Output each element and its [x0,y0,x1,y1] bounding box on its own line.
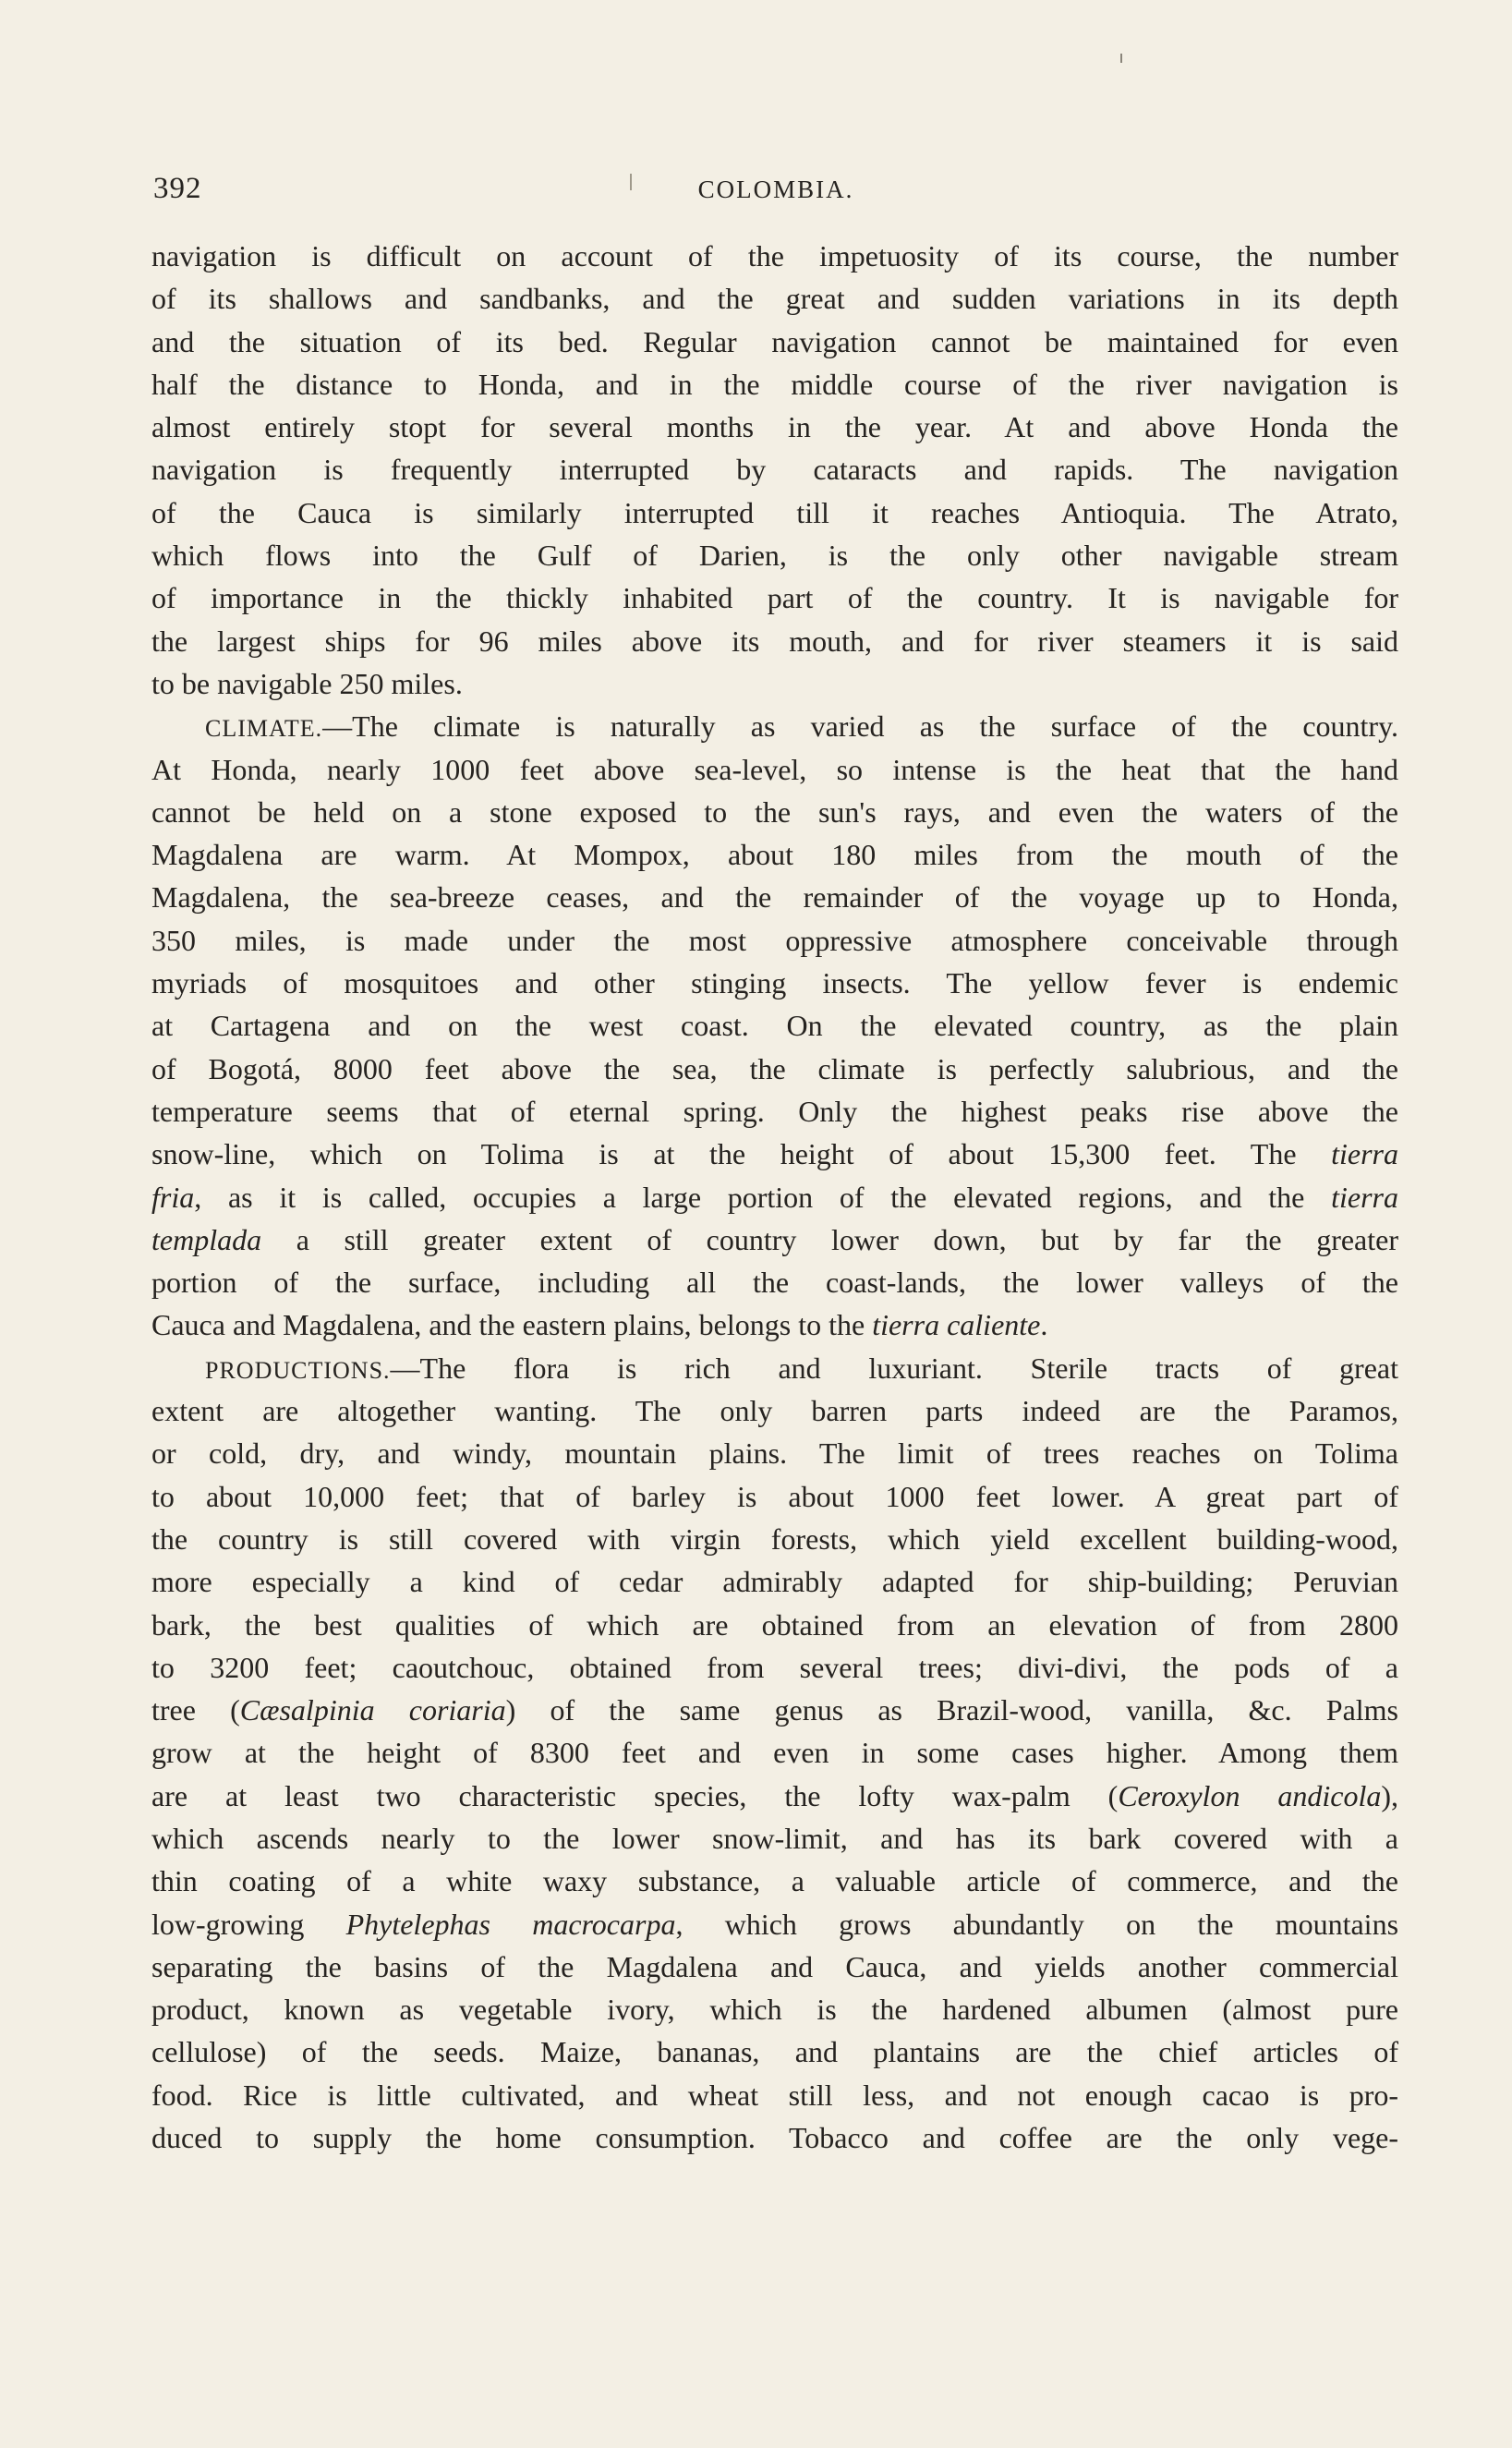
text-line: are at least two characteristic species, the lofty wax-palm (Ceroxylon andicola), [151,1778,1398,1812]
text-line: bark, the best qualities of which are obtained from an elevation of from 2800 [151,1607,1398,1642]
text-line: more especially a kind of cedar admirably adapted for ship-building; Peruvian [151,1565,1398,1599]
text-line: snow-line, which on Tolima is at the height of about 15,300 feet. The tierra [151,1137,1398,1171]
text-line: At Honda, nearly 1000 feet above sea-level, so intense is the heat that the hand [151,752,1398,786]
text-line: low-growing Phytelephas macrocarpa, which grows abundantly on the mountains [151,1907,1398,1941]
text-line: navigation is difficult on account of the impetuosity of its course, the number [151,239,1398,273]
text-line: the country is still covered with virgin forests, which yield excellent building-wood, [151,1521,1398,1556]
text-line: myriads of mosquitoes and other stinging insects. The yellow fever is endemic [151,966,1398,1000]
text-line: fria, as it is called, occupies a large portion of the elevated regions, and the tierra [151,1180,1398,1214]
text-line: Magdalena, the sea-breeze ceases, and the remainder of the voyage up to Honda, [151,880,1398,915]
text-line: product, known as vegetable ivory, which is the hardened albumen (almost pure [151,1993,1398,2027]
text-line: duced to supply the home consumption. Tobacco and coffee are the only vege- [151,2121,1398,2155]
text-line: or cold, dry, and windy, mountain plains. The limit of trees reaches on Tolima [151,1436,1398,1471]
text-line: at Cartagena and on the west coast. On the elevated country, as the plain [151,1009,1398,1043]
text-line: of its shallows and sandbanks, and the great and sudden variations in its depth [151,282,1398,316]
text-line: to 3200 feet; caoutchouc, obtained from several trees; divi-divi, the pods of a [151,1650,1398,1684]
text-line: templada a still greater extent of country lower down, but by far the greater [151,1222,1398,1256]
text-line: navigation is frequently interrupted by cataracts and rapids. The navigation [151,453,1398,487]
running-head: COLOMBIA. [697,176,854,203]
text-line: portion of the surface, including all the coast-lands, the lower valleys of the [151,1266,1398,1300]
text-line: extent are altogether wanting. The only barren parts indeed are the Paramos, [151,1394,1398,1428]
text-line: of the Cauca is similarly interrupted till it reaches Antioquia. The Atrato, [151,495,1398,529]
text-line: half the distance to Honda, and in the middle course of the river navigation is [151,367,1398,401]
text-line: PRODUCTIONS.—The flora is rich and luxuriant. Sterile tracts of great [205,1351,1398,1385]
page-number: 392 [153,172,202,205]
text-line: to be navigable 250 miles. [151,666,463,700]
text-line: cellulose) of the seeds. Maize, bananas, and plantains are the chief articles of [151,2035,1398,2069]
section-heading-productions: PRODUCTIONS. [205,1356,391,1384]
text-line: Magdalena are warm. At Mompox, about 180 miles from the mouth of the [151,838,1398,872]
text-line: temperature seems that of eternal spring. Only the highest peaks rise above the [151,1094,1398,1128]
text-line: thin coating of a white waxy substance, a valuable article of commerce, and the [151,1864,1398,1898]
text-line: separating the basins of the Magdalena and Cauca, and yields another commercial [151,1949,1398,1983]
text-line: Cauca and Magdalena, and the eastern plains, belongs to the tierra caliente. [151,1308,1048,1342]
text-line: almost entirely stopt for several months in the year. At and above Honda the [151,410,1398,444]
text-line: of Bogotá, 8000 feet above the sea, the climate is perfectly salubrious, and the [151,1051,1398,1085]
text-line: which ascends nearly to the lower snow-limit, and has its bark covered with a [151,1821,1398,1855]
body-text [151,235,1398,2159]
text-line: which flows into the Gulf of Darien, is the only other navigable stream [151,539,1398,573]
text-line: to about 10,000 feet; that of barley is about 1000 feet lower. A great part of [151,1479,1398,1513]
text-line: food. Rice is little cultivated, and wheat still less, and not enough cacao is pro- [151,2078,1398,2112]
text-line: CLIMATE.—The climate is naturally as varied as the surface of the country. [205,709,1398,744]
text-line: and the situation of its bed. Regular navigation cannot be maintained for even [151,324,1398,358]
text-line: grow at the height of 8300 feet and even in some cases higher. Among them [151,1736,1398,1770]
text-line: tree (Cæsalpinia coriaria) of the same genus as Brazil-wood, vanilla, &c. Palms [151,1693,1398,1727]
text-line: of importance in the thickly inhabited part of the country. It is navigable for [151,581,1398,615]
section-heading-climate: CLIMATE. [205,715,323,743]
text-line: 350 miles, is made under the most oppressive atmosphere conceivable through [151,923,1398,957]
page-header [153,172,1398,212]
text-line: cannot be held on a stone exposed to the sun's rays, and even the waters of the [151,794,1398,829]
text-line: the largest ships for 96 miles above its mouth, and for river steamers it is said [151,624,1398,658]
paper-speck [1120,54,1122,63]
